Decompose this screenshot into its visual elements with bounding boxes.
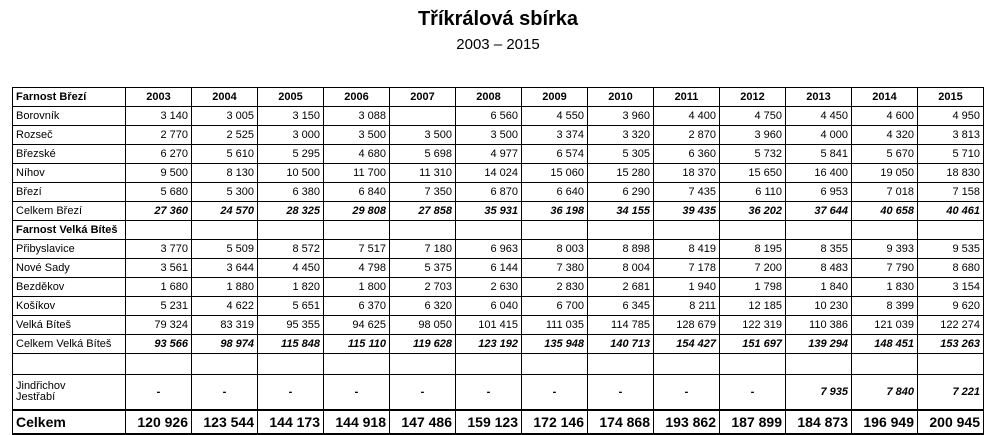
cell-value: 6 840	[324, 183, 390, 202]
cell-value: 1 830	[852, 278, 918, 297]
cell-value: 19 050	[852, 164, 918, 183]
subtotal-value: 27 858	[390, 202, 456, 221]
cell-value: 9 393	[852, 240, 918, 259]
cell-value: 15 280	[588, 164, 654, 183]
cell-value: 18 370	[654, 164, 720, 183]
cell-value: 5 841	[786, 145, 852, 164]
grand-total-row	[13, 410, 984, 434]
subtotal-value: 151 697	[720, 335, 786, 354]
cell-value: 1 798	[720, 278, 786, 297]
empty-cell	[456, 221, 522, 240]
cell-value: 7 158	[918, 183, 984, 202]
empty-cell	[126, 354, 192, 375]
table-row	[13, 164, 984, 183]
empty-row	[13, 354, 984, 375]
empty-cell	[390, 354, 456, 375]
cell-value: -	[588, 375, 654, 411]
cell-value: 95 355	[258, 316, 324, 335]
cell-value: 5 305	[588, 145, 654, 164]
cell-value: 3 500	[456, 126, 522, 145]
total-value: 144 173	[258, 410, 324, 434]
cell-value: 7 840	[852, 375, 918, 411]
cell-value: 6 380	[258, 183, 324, 202]
group-header-row	[13, 221, 984, 240]
year-header: 2009	[522, 88, 588, 107]
cell-value: 8 355	[786, 240, 852, 259]
subtotal-value: 115 848	[258, 335, 324, 354]
empty-cell	[126, 221, 192, 240]
empty-cell	[456, 354, 522, 375]
cell-value: 6 560	[456, 107, 522, 126]
cell-value: 5 670	[852, 145, 918, 164]
year-header: 2012	[720, 88, 786, 107]
cell-value: 11 310	[390, 164, 456, 183]
cell-value: 128 679	[654, 316, 720, 335]
cell-value: 18 830	[918, 164, 984, 183]
cell-value: 6 290	[588, 183, 654, 202]
cell-value: 6 700	[522, 297, 588, 316]
empty-cell	[720, 354, 786, 375]
row-label: Přibyslavice	[13, 240, 126, 259]
year-header: 2010	[588, 88, 654, 107]
total-value: 172 146	[522, 410, 588, 434]
cell-value: 98 050	[390, 316, 456, 335]
cell-value: 1 820	[258, 278, 324, 297]
cell-value: 3 000	[258, 126, 324, 145]
subtotal-value: 28 325	[258, 202, 324, 221]
cell-value: 6 370	[324, 297, 390, 316]
cell-value: 4 000	[786, 126, 852, 145]
row-label: Březí	[13, 183, 126, 202]
cell-value: 4 977	[456, 145, 522, 164]
cell-value: 114 785	[588, 316, 654, 335]
table-row	[13, 259, 984, 278]
cell-value	[390, 107, 456, 126]
subtotal-value: 98 974	[192, 335, 258, 354]
cell-value: 4 400	[654, 107, 720, 126]
empty-cell	[786, 221, 852, 240]
cell-value: 6 040	[456, 297, 522, 316]
subtotal-value: 154 427	[654, 335, 720, 354]
jindrichov-label-line1: Jindřichov	[16, 380, 66, 392]
empty-cell	[324, 354, 390, 375]
cell-value: 3 813	[918, 126, 984, 145]
cell-value: 7 380	[522, 259, 588, 278]
empty-cell	[852, 221, 918, 240]
cell-value: 2 870	[654, 126, 720, 145]
cell-value: -	[192, 375, 258, 411]
cell-value: 7 221	[918, 375, 984, 411]
total-value: 174 868	[588, 410, 654, 434]
table-row	[13, 278, 984, 297]
cell-value: 3 005	[192, 107, 258, 126]
cell-value: 111 035	[522, 316, 588, 335]
year-header: 2005	[258, 88, 324, 107]
cell-value: 7 180	[390, 240, 456, 259]
cell-value: 15 060	[522, 164, 588, 183]
subtotal-value: 37 644	[786, 202, 852, 221]
row-label: Nové Sady	[13, 259, 126, 278]
cell-value: 3 500	[390, 126, 456, 145]
subtotal-value: 119 628	[390, 335, 456, 354]
cell-value: 16 400	[786, 164, 852, 183]
cell-value: 6 320	[390, 297, 456, 316]
cell-value: 14 024	[456, 164, 522, 183]
empty-cell	[720, 221, 786, 240]
cell-value: 8 572	[258, 240, 324, 259]
cell-value: 3 320	[588, 126, 654, 145]
cell-value: 3 770	[126, 240, 192, 259]
cell-value: 7 018	[852, 183, 918, 202]
total-value: 144 918	[324, 410, 390, 434]
cell-value: 4 950	[918, 107, 984, 126]
cell-value: 94 625	[324, 316, 390, 335]
cell-value: 9 500	[126, 164, 192, 183]
cell-value: 1 680	[126, 278, 192, 297]
cell-value: 6 345	[588, 297, 654, 316]
row-label: Březské	[13, 145, 126, 164]
total-value: 200 945	[918, 410, 984, 434]
cell-value: 8 004	[588, 259, 654, 278]
empty-cell	[258, 354, 324, 375]
cell-value: 1 840	[786, 278, 852, 297]
cell-value: 3 150	[258, 107, 324, 126]
cell-value: 10 500	[258, 164, 324, 183]
cell-value: 3 088	[324, 107, 390, 126]
total-label: Celkem	[13, 410, 126, 434]
cell-value: 121 039	[852, 316, 918, 335]
cell-value: 4 550	[522, 107, 588, 126]
subtotal-value: 27 360	[126, 202, 192, 221]
cell-value: 8 898	[588, 240, 654, 259]
cell-value: 12 185	[720, 297, 786, 316]
subtotal-value: 153 263	[918, 335, 984, 354]
empty-cell	[390, 221, 456, 240]
cell-value: 4 600	[852, 107, 918, 126]
cell-value: 8 195	[720, 240, 786, 259]
total-value: 193 862	[654, 410, 720, 434]
table-header-row	[13, 88, 984, 107]
cell-value: 9 620	[918, 297, 984, 316]
total-value: 184 873	[786, 410, 852, 434]
empty-cell	[588, 354, 654, 375]
empty-cell	[852, 354, 918, 375]
cell-value: -	[126, 375, 192, 411]
cell-value: 2 830	[522, 278, 588, 297]
subtotal-value: 39 435	[654, 202, 720, 221]
total-value: 123 544	[192, 410, 258, 434]
subtotal-value: 123 192	[456, 335, 522, 354]
cell-value: 3 500	[324, 126, 390, 145]
cell-value: 3 960	[588, 107, 654, 126]
cell-value: 5 231	[126, 297, 192, 316]
cell-value: 8 399	[852, 297, 918, 316]
cell-value: 7 517	[324, 240, 390, 259]
cell-value: 2 703	[390, 278, 456, 297]
cell-value: 7 435	[654, 183, 720, 202]
empty-cell	[588, 221, 654, 240]
empty-cell	[522, 221, 588, 240]
cell-value: 6 574	[522, 145, 588, 164]
total-value: 147 486	[390, 410, 456, 434]
total-value: 196 949	[852, 410, 918, 434]
cell-value: 4 798	[324, 259, 390, 278]
cell-value: 6 953	[786, 183, 852, 202]
cell-value: 8 419	[654, 240, 720, 259]
row-label: Velká Bíteš	[13, 316, 126, 335]
subtotal-row-brezi	[13, 202, 984, 221]
table-row	[13, 183, 984, 202]
year-header: 2007	[390, 88, 456, 107]
empty-cell	[258, 221, 324, 240]
cell-value: 8 680	[918, 259, 984, 278]
table-row	[13, 107, 984, 126]
cell-value: 101 415	[456, 316, 522, 335]
cell-value: 6 963	[456, 240, 522, 259]
cell-value: 1 880	[192, 278, 258, 297]
cell-value: 1 800	[324, 278, 390, 297]
cell-value: 4 450	[786, 107, 852, 126]
cell-value: 110 386	[786, 316, 852, 335]
cell-value: -	[720, 375, 786, 411]
cell-value: -	[324, 375, 390, 411]
cell-value: 10 230	[786, 297, 852, 316]
table-row	[13, 240, 984, 259]
table-row	[13, 297, 984, 316]
subtotal-label: Celkem Velká Bíteš	[13, 335, 126, 354]
year-header: 2004	[192, 88, 258, 107]
total-value: 159 123	[456, 410, 522, 434]
jindrichov-label-line2: Jestřabí	[16, 391, 56, 403]
cell-value: 79 324	[126, 316, 192, 335]
row-label: Rozseč	[13, 126, 126, 145]
donation-table	[12, 87, 984, 435]
cell-value: 4 450	[258, 259, 324, 278]
group-header-label: Farnost Velká Bíteš	[13, 221, 126, 240]
cell-value: 122 274	[918, 316, 984, 335]
year-header: 2003	[126, 88, 192, 107]
cell-value: 6 110	[720, 183, 786, 202]
empty-cell	[192, 221, 258, 240]
table-row	[13, 126, 984, 145]
cell-value: 5 698	[390, 145, 456, 164]
cell-value: 6 870	[456, 183, 522, 202]
empty-cell	[13, 354, 126, 375]
subtotal-value: 135 948	[522, 335, 588, 354]
cell-value: 8 130	[192, 164, 258, 183]
row-label: Borovník	[13, 107, 126, 126]
cell-value: 7 790	[852, 259, 918, 278]
cell-value: 3 561	[126, 259, 192, 278]
year-header: 2014	[852, 88, 918, 107]
total-value: 187 899	[720, 410, 786, 434]
cell-value: -	[654, 375, 720, 411]
cell-value: 3 644	[192, 259, 258, 278]
cell-value: 7 935	[786, 375, 852, 411]
year-header: 2015	[918, 88, 984, 107]
empty-cell	[324, 221, 390, 240]
cell-value: 8 483	[786, 259, 852, 278]
subtotal-value: 139 294	[786, 335, 852, 354]
empty-cell	[786, 354, 852, 375]
page-title: Tříkrálová sbírka	[417, 8, 579, 30]
empty-cell	[654, 354, 720, 375]
cell-value: 5 710	[918, 145, 984, 164]
table-row	[13, 316, 984, 335]
cell-value: 5 732	[720, 145, 786, 164]
jindrichov-row	[13, 375, 984, 411]
cell-value: -	[522, 375, 588, 411]
cell-value: 7 350	[390, 183, 456, 202]
cell-value: 2 770	[126, 126, 192, 145]
cell-value: 2 681	[588, 278, 654, 297]
row-label: Košíkov	[13, 297, 126, 316]
subtotal-value: 148 451	[852, 335, 918, 354]
empty-cell	[918, 354, 984, 375]
cell-value: 2 630	[456, 278, 522, 297]
cell-value: 4 320	[852, 126, 918, 145]
cell-value: 122 319	[720, 316, 786, 335]
empty-cell	[192, 354, 258, 375]
cell-value: 5 295	[258, 145, 324, 164]
cell-value: -	[258, 375, 324, 411]
cell-value: 8 211	[654, 297, 720, 316]
subtotal-value: 36 202	[720, 202, 786, 221]
row-label: Níhov	[13, 164, 126, 183]
cell-value: 1 940	[654, 278, 720, 297]
subtotal-value: 29 808	[324, 202, 390, 221]
jindrichov-label	[13, 375, 126, 411]
cell-value: 4 622	[192, 297, 258, 316]
cell-value: 6 640	[522, 183, 588, 202]
year-header: 2006	[324, 88, 390, 107]
cell-value: 6 144	[456, 259, 522, 278]
cell-value: 6 360	[654, 145, 720, 164]
cell-value: 8 003	[522, 240, 588, 259]
year-header: 2008	[456, 88, 522, 107]
empty-cell	[918, 221, 984, 240]
empty-cell	[654, 221, 720, 240]
cell-value: 5 680	[126, 183, 192, 202]
cell-value: 5 651	[258, 297, 324, 316]
cell-value: 3 154	[918, 278, 984, 297]
subtotal-value: 36 198	[522, 202, 588, 221]
subtotal-row-velka-bites	[13, 335, 984, 354]
cell-value: 11 700	[324, 164, 390, 183]
row-label: Bezděkov	[13, 278, 126, 297]
subtotal-value: 115 110	[324, 335, 390, 354]
table-body	[13, 88, 984, 435]
cell-value: 15 650	[720, 164, 786, 183]
cell-value: -	[456, 375, 522, 411]
empty-cell	[522, 354, 588, 375]
cell-value: 5 509	[192, 240, 258, 259]
cell-value: 5 300	[192, 183, 258, 202]
subtotal-value: 24 570	[192, 202, 258, 221]
cell-value: 9 535	[918, 240, 984, 259]
cell-value: 2 525	[192, 126, 258, 145]
cell-value: 3 960	[720, 126, 786, 145]
cell-value: -	[390, 375, 456, 411]
cell-value: 83 319	[192, 316, 258, 335]
subtotal-label: Celkem Březí	[13, 202, 126, 221]
cell-value: 7 200	[720, 259, 786, 278]
cell-value: 4 750	[720, 107, 786, 126]
subtotal-value: 34 155	[588, 202, 654, 221]
cell-value: 3 374	[522, 126, 588, 145]
subtotal-value: 40 658	[852, 202, 918, 221]
cell-value: 6 270	[126, 145, 192, 164]
table-row	[13, 145, 984, 164]
header-label: Farnost Březí	[13, 88, 126, 107]
cell-value: 7 178	[654, 259, 720, 278]
cell-value: 5 610	[192, 145, 258, 164]
cell-value: 4 680	[324, 145, 390, 164]
year-header: 2011	[654, 88, 720, 107]
total-value: 120 926	[126, 410, 192, 434]
subtotal-value: 93 566	[126, 335, 192, 354]
year-header: 2013	[786, 88, 852, 107]
cell-value: 5 375	[390, 259, 456, 278]
subtotal-value: 40 461	[918, 202, 984, 221]
subtotal-value: 35 931	[456, 202, 522, 221]
page-subtitle: 2003 – 2015	[456, 36, 540, 53]
subtotal-value: 140 713	[588, 335, 654, 354]
cell-value: 3 140	[126, 107, 192, 126]
